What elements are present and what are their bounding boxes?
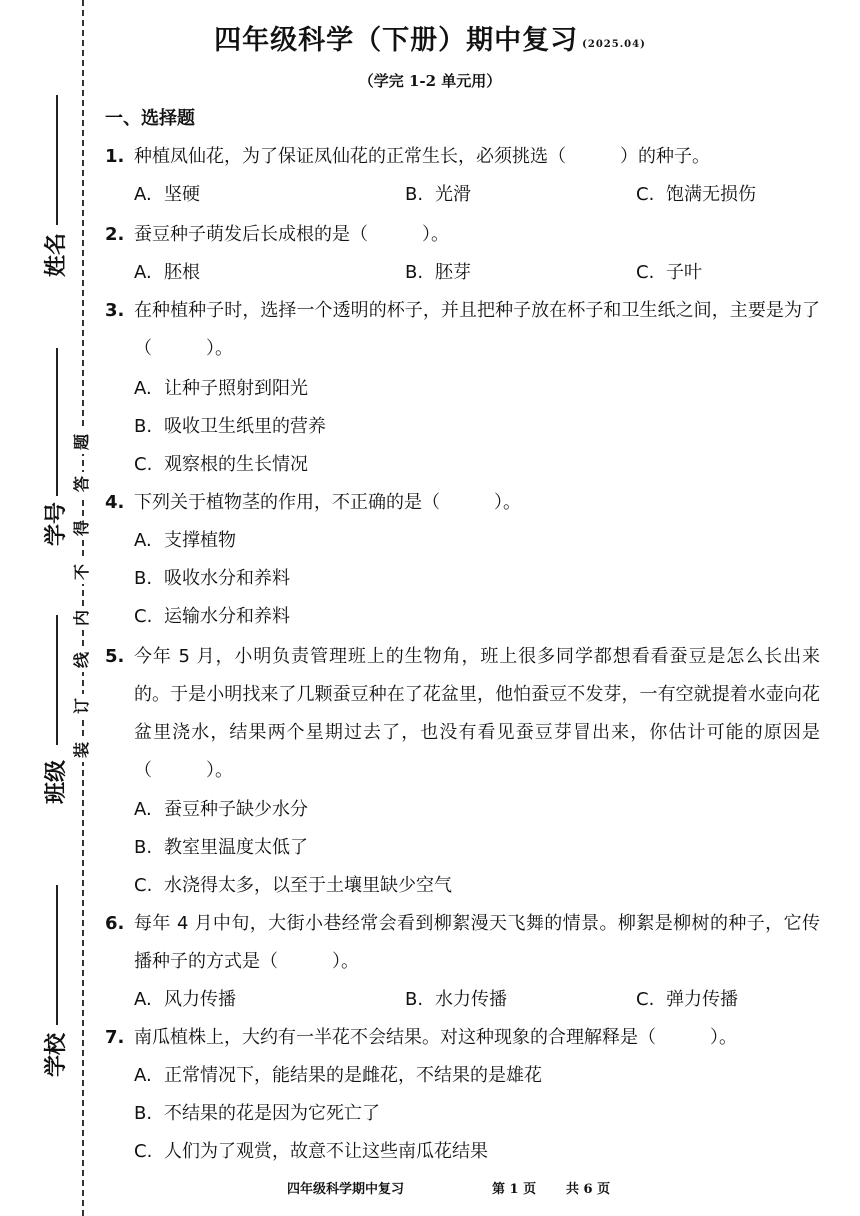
- option-c[interactable]: [636, 254, 702, 292]
- option-letter: A.: [134, 530, 152, 551]
- class-field-label: 班级: [43, 760, 69, 805]
- option-letter: C.: [134, 1141, 153, 1162]
- title-date: (2025.04): [582, 39, 646, 50]
- question-7: [105, 1019, 820, 1057]
- binding-warning-char: 订: [72, 694, 92, 718]
- option-text: 观察根的生长情况: [164, 454, 308, 475]
- option-a[interactable]: [134, 370, 308, 408]
- option-letter: B.: [134, 416, 153, 437]
- option-text: 风力传播: [164, 989, 236, 1010]
- option-text: 胚芽: [435, 262, 471, 283]
- footer-total-pages: 共 6 页: [566, 1182, 611, 1197]
- page-title: [0, 18, 860, 57]
- option-a[interactable]: [134, 791, 308, 829]
- option-a[interactable]: [134, 522, 236, 560]
- question-number: 6.: [105, 913, 125, 934]
- option-text: 教室里温度太低了: [164, 837, 308, 858]
- binding-warning-char: 装: [72, 738, 92, 762]
- option-letter: B.: [405, 184, 424, 205]
- footer-page-number: 第 1 页: [492, 1182, 537, 1197]
- school-field-label: 学校: [43, 1033, 69, 1078]
- question-number: 7.: [105, 1027, 125, 1048]
- option-text: 弹力传播: [666, 989, 738, 1010]
- question-3: [105, 292, 820, 368]
- option-b[interactable]: [134, 1095, 380, 1133]
- option-c[interactable]: [636, 176, 756, 214]
- option-text: 蚕豆种子缺少水分: [164, 799, 308, 820]
- question-number: 2.: [105, 224, 125, 245]
- option-letter: A.: [134, 1065, 152, 1086]
- option-letter: B.: [405, 262, 424, 283]
- option-text: 子叶: [666, 262, 702, 283]
- option-b[interactable]: [134, 829, 308, 867]
- option-c[interactable]: [134, 446, 308, 484]
- binding-warning-char: 题: [72, 430, 92, 454]
- question-2: [105, 216, 820, 254]
- question-1: [105, 138, 820, 176]
- option-c[interactable]: [134, 867, 452, 905]
- option-text: 坚硬: [164, 184, 200, 205]
- question-stem: 种植凤仙花，为了保证凤仙花的正常生长，必须挑选（ ）的种子。: [134, 146, 710, 167]
- option-letter: C.: [636, 989, 655, 1010]
- question-stem: 下列关于植物茎的作用，不正确的是（ ）。: [134, 492, 521, 513]
- question-number: 5.: [105, 646, 125, 667]
- option-text: 饱满无损伤: [666, 184, 756, 205]
- question-stem: 今年 5 月，小明负责管理班上的生物角，班上很多同学都想看看蚕豆是怎么长出来的。于是小明找来了几颗蚕豆种在了花盆里，他怕蚕豆不发芽，一有空就提着水壶向花盆里浇水，结果两个星期过去了，也没有看见蚕豆芽冒出来，你估计可能的原因是（ ）。: [134, 646, 820, 781]
- binding-warning-char: 线: [72, 648, 92, 672]
- option-letter: C.: [134, 875, 153, 896]
- binding-warning-char: 答: [72, 472, 92, 496]
- school-underline: [56, 885, 58, 1025]
- option-letter: B.: [134, 568, 153, 589]
- class-underline: [56, 615, 58, 745]
- option-text: 让种子照射到阳光: [164, 378, 308, 399]
- question-stem: 南瓜植株上，大约有一半花不会结果。对这种现象的合理解释是（ ）。: [134, 1027, 737, 1048]
- option-c[interactable]: [134, 598, 290, 636]
- option-text: 运输水分和养料: [164, 606, 290, 627]
- footer-title: 四年级科学期中复习: [287, 1182, 405, 1197]
- option-letter: B.: [134, 837, 153, 858]
- option-a[interactable]: [134, 981, 236, 1019]
- student-id-field-label: 学号: [43, 502, 69, 547]
- option-letter: A.: [134, 989, 152, 1010]
- option-letter: C.: [134, 606, 153, 627]
- name-underline: [56, 95, 58, 225]
- binding-warning-char: 不: [72, 560, 92, 584]
- option-text: 吸收卫生纸里的营养: [164, 416, 326, 437]
- option-letter: B.: [134, 1103, 153, 1124]
- option-c[interactable]: [636, 981, 738, 1019]
- question-4: [105, 484, 820, 522]
- option-text: 不结果的花是因为它死亡了: [164, 1103, 380, 1124]
- option-b[interactable]: [405, 176, 471, 214]
- title-text: 四年级科学（下册）期中复习: [214, 25, 579, 56]
- option-a[interactable]: [134, 254, 200, 292]
- question-number: 3.: [105, 300, 125, 321]
- option-a[interactable]: [134, 176, 200, 214]
- page-subtitle: （学完 1-2 单元用）: [358, 72, 502, 90]
- option-c[interactable]: [134, 1133, 488, 1171]
- option-letter: B.: [405, 989, 424, 1010]
- option-letter: C.: [636, 262, 655, 283]
- question-6: [105, 905, 820, 981]
- option-b[interactable]: [134, 408, 326, 446]
- binding-warning-char: 得: [72, 516, 92, 540]
- question-stem: 在种植种子时，选择一个透明的杯子，并且把种子放在杯子和卫生纸之间，主要是为了（ ）。: [134, 300, 820, 359]
- binding-warning-char: 内: [72, 606, 92, 630]
- question-stem: 蚕豆种子萌发后长成根的是（ ）。: [134, 224, 449, 245]
- option-text: 水力传播: [435, 989, 507, 1010]
- option-b[interactable]: [405, 254, 471, 292]
- option-letter: A.: [134, 184, 152, 205]
- question-stem: 每年 4 月中旬，大街小巷经常会看到柳絮漫天飞舞的情景。柳絮是柳树的种子，它传播种子的方式是（ ）。: [134, 913, 820, 972]
- question-number: 1.: [105, 146, 125, 167]
- option-letter: A.: [134, 799, 152, 820]
- student-id-underline: [56, 348, 58, 496]
- name-field-label: 姓名: [43, 233, 69, 278]
- option-text: 人们为了观赏，故意不让这些南瓜花结果: [164, 1141, 488, 1162]
- option-b[interactable]: [405, 981, 507, 1019]
- option-letter: C.: [636, 184, 655, 205]
- option-text: 水浇得太多，以至于土壤里缺少空气: [164, 875, 452, 896]
- option-text: 光滑: [435, 184, 471, 205]
- option-text: 吸收水分和养料: [164, 568, 290, 589]
- option-a[interactable]: [134, 1057, 542, 1095]
- question-number: 4.: [105, 492, 125, 513]
- option-letter: A.: [134, 262, 152, 283]
- option-letter: A.: [134, 378, 152, 399]
- option-text: 支撑植物: [164, 530, 236, 551]
- section-title: 一、选择题: [105, 108, 195, 129]
- option-b[interactable]: [134, 560, 290, 598]
- option-text: 胚根: [164, 262, 200, 283]
- option-letter: C.: [134, 454, 153, 475]
- option-text: 正常情况下，能结果的是雌花，不结果的是雄花: [164, 1065, 542, 1086]
- question-5: [105, 638, 820, 790]
